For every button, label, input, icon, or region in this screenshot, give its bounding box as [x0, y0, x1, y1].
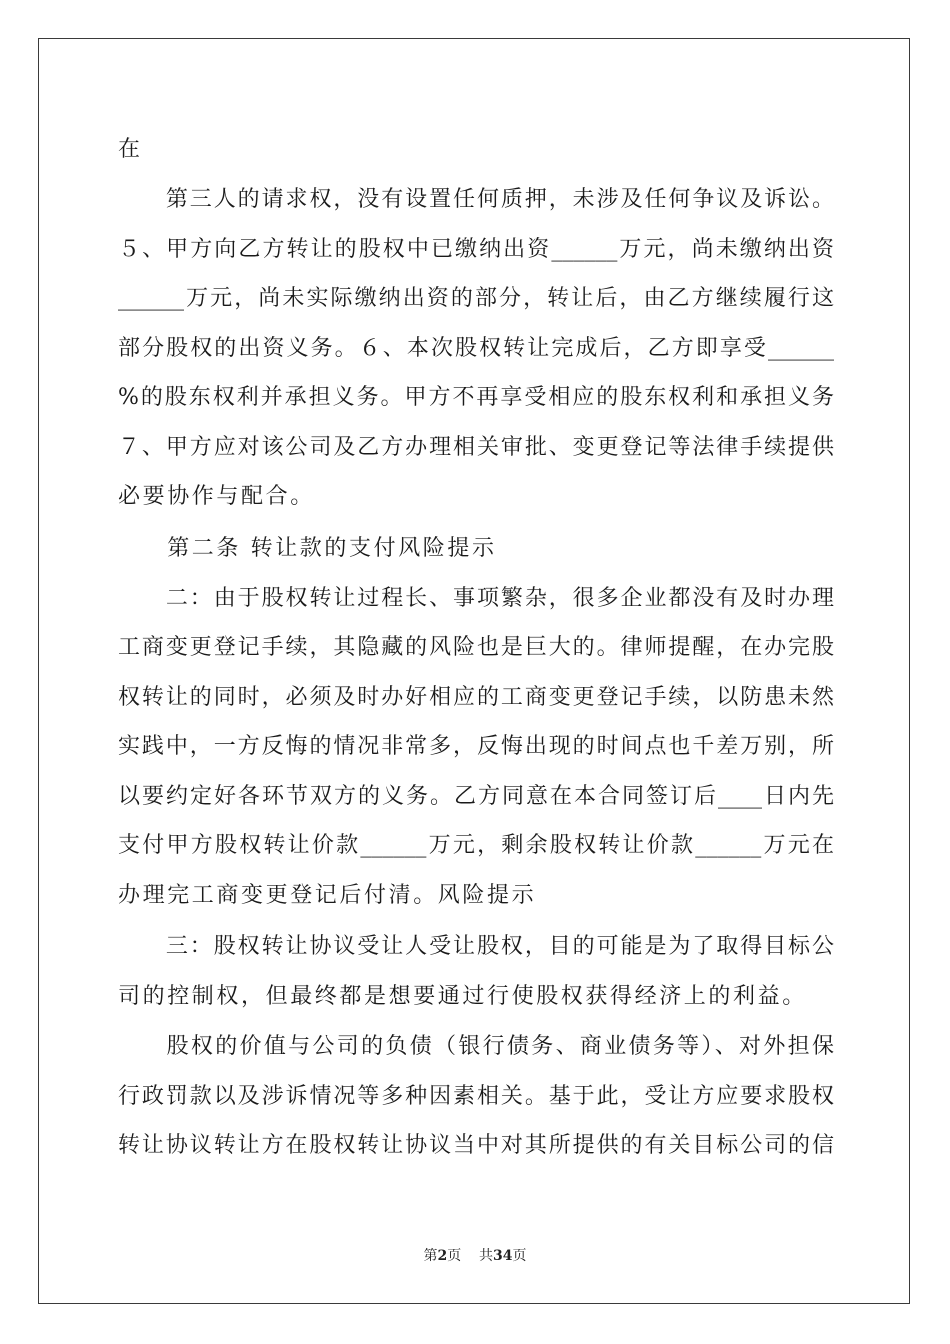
text-line: 实践中，一方反悔的情况非常多，反悔出现的时间点也千差万别，所 [118, 734, 834, 759]
section-heading: 第二条 转让款的支付风险提示 [118, 536, 497, 561]
text-line: 行政罚款以及涉诉情况等多种因素相关。基于此，受让方应要求股权 [118, 1084, 834, 1109]
text-line: 第三人的请求权，没有设置任何质押，未涉及任何争议及诉讼。 [118, 187, 834, 212]
text-line: 股权的价值与公司的负债（银行债务、商业债务等）、对外担保 [118, 1034, 834, 1059]
text-line: ７、甲方应对该公司及乙方办理相关审批、变更登记等法律手续提供 [118, 435, 834, 460]
text-line: 以要约定好各环节双方的义务。乙方同意在本合同签订后____日内先 [118, 784, 834, 809]
page-border [38, 38, 910, 1304]
text-line: 在 [118, 137, 143, 162]
text-line: 办理完工商变更登记后付清。风险提示 [118, 883, 537, 908]
text-line: 转让协议转让方在股权转让协议当中对其所提供的有关目标公司的信 [118, 1133, 834, 1158]
text-line: 必要协作与配合。 [118, 484, 315, 509]
text-line: 二：由于股权转让过程长、事项繁杂，很多企业都没有及时办理 [118, 586, 834, 611]
footer-page-suffix: 页 [447, 1248, 462, 1264]
text-line: 三：股权转让协议受让人受让股权，目的可能是为了取得目标公 [118, 934, 834, 959]
footer-total-suffix: 页 [512, 1248, 527, 1264]
text-line: 部分股权的出资义务。６、本次股权转让完成后，乙方即享受______ [118, 336, 834, 361]
page-number: 2 [437, 1248, 448, 1264]
text-line: ５、甲方向乙方转让的股权中已缴纳出资______万元，尚未缴纳出资 [118, 237, 834, 262]
text-line: %的股东权利并承担义务。甲方不再享受相应的股东权利和承担义务 [118, 385, 834, 410]
text-line: 司的控制权，但最终都是想要通过行使股权获得经济上的利益。 [118, 984, 807, 1009]
text-line: ______万元，尚未实际缴纳出资的部分，转让后，由乙方继续履行这 [118, 286, 834, 311]
text-line: 支付甲方股权转让价款______万元，剩余股权转让价款______万元在 [118, 833, 834, 858]
footer-total-prefix: 共 [479, 1248, 494, 1264]
page-footer [0, 1247, 950, 1265]
total-pages: 34 [493, 1248, 513, 1264]
footer-prefix: 第 [423, 1248, 438, 1264]
text-line: 权转让的同时，必须及时办好相应的工商变更登记手续，以防患未然 [118, 685, 834, 710]
text-line: 工商变更登记手续，其隐藏的风险也是巨大的。律师提醒，在办完股 [118, 635, 834, 660]
